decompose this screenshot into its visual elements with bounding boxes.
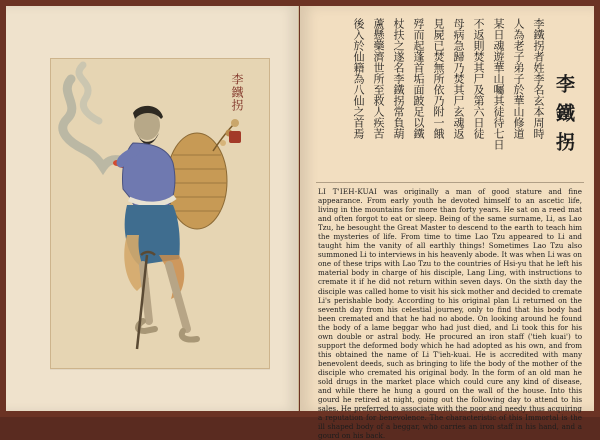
plate-caption: 李鐵拐 bbox=[230, 73, 244, 112]
chinese-column: 不返則焚其尸及第六日徒 bbox=[472, 18, 485, 139]
chinese-title: 李鐵拐 bbox=[553, 74, 575, 161]
english-text bbox=[318, 187, 583, 440]
chinese-column: 後入於仙籍為八仙之首焉 bbox=[352, 18, 365, 139]
left-page bbox=[6, 6, 299, 411]
smoke-upper bbox=[79, 65, 99, 121]
chinese-column: 母病急歸乃焚其尸玄魂返 bbox=[452, 18, 465, 139]
english-body: was originally a man of good stature and fine appearance. From early youth he devoted himself to an ascetic life, living in the mountains for more than forty years. He sat on a reed mat and often forgot to eat or sleep. Being of the same surname, Li, as Lao Tzu, he besought the Great Master to descend to the earth to teach him the mysteries of life. From time to time Lao Tzu appeared to Li and taught him the vanity of all earthly things! Sometimes Lao Tzu also summoned Li to interviews in his heavenly abode. It was when Li was on one of these trips with Lao Tzu to the countries of Hsi-yu that he left his material body in charge of his disciple, Lang Ling, with instructions to cremate it if he did not return within seven days. On the sixth day the disciple was called home to visit his sick mother and decided to cremate Li's perishable body. According to his original plan Li returned on the seventh day from his celestial journey, only to find that his body had been cremated and that he had no abode. On looking around he found the body of a lame beggar who had just died, and Li took this for his own double or astral body. He procured an iron staff ('tieh kuai') to support the deformed body which he had adopted as his own, and from this obtained the name of Li T'ieh-kuai. He is accredited with many benevolent deeds, such as bringing to life the body of the mother of the disciple who cremated his original body. In the form of an old man he sold drugs in the market place which could cure any kind of disease, and while there he hung a gourd on the wall of the house. Into this gourd he retired at night, going out the following day to attend to his sales. He preferred to associate with the poor and needy thus acquiring a reputation for benevolence. The characteristic of this Immortal is the ill shaped body of a beggar, who carries an iron staff in his hand, and a gourd on his back. bbox=[318, 187, 583, 440]
chinese-column: 李鐵拐者姓李名玄本周時 bbox=[532, 18, 545, 139]
divider bbox=[316, 182, 584, 183]
illustration-plate bbox=[50, 58, 270, 369]
chinese-column: 杖扶之遂名李鐵拐常負葫 bbox=[392, 18, 405, 139]
chinese-column: 殍而起蓬首垢面跛足以鐵 bbox=[412, 18, 425, 139]
chinese-column: 見屍已焚無所依乃附一餓 bbox=[432, 18, 445, 139]
chinese-text-block bbox=[322, 18, 584, 180]
chinese-column: 人為老子弟子於華山修道 bbox=[512, 18, 525, 139]
chinese-column: 蘆懸藥濟世所至救人疾苦 bbox=[372, 18, 385, 139]
english-lead: LI T'IEH-KUAI bbox=[318, 187, 377, 196]
seal-stamp bbox=[229, 131, 241, 143]
right-page bbox=[300, 6, 594, 440]
chinese-column: 某日魂遊華山囑其徒待七日 bbox=[492, 18, 505, 150]
